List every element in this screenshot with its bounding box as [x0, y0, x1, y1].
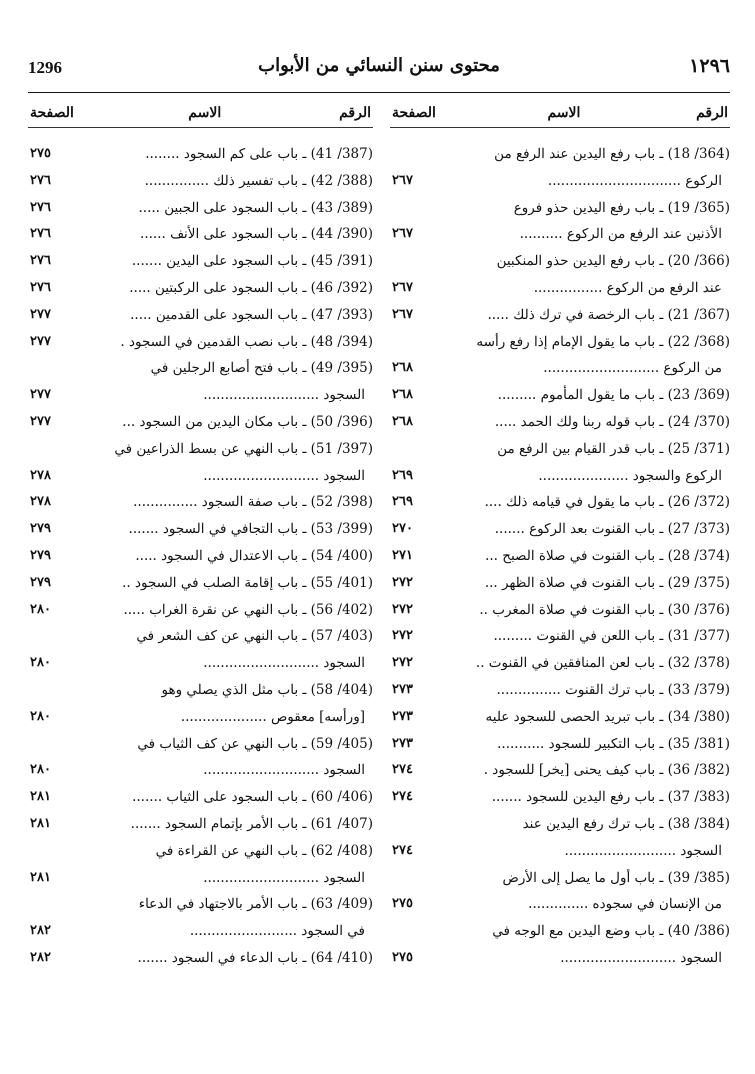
entry-title: (401/ 55) ـ باب إقامة الصلب في السجود ..: [122, 574, 373, 591]
index-entry: [390, 491, 730, 518]
index-entry: [390, 545, 730, 572]
entry-title: الركوع ...............................: [547, 172, 722, 189]
index-entry: [390, 518, 730, 545]
index-entry: [28, 277, 373, 304]
index-entry: [390, 223, 730, 250]
entry-title: (386/ 40) ـ باب وضع اليدين مع الوجه في: [492, 923, 730, 940]
entry-page-number: ٢٨٠: [30, 708, 51, 724]
entry-page-number: ٢٧٥: [30, 146, 51, 161]
entry-page-number: ٢٧٠: [392, 521, 413, 537]
index-entry: [28, 491, 373, 518]
index-entry: [28, 572, 373, 599]
index-entry: [390, 786, 730, 813]
index-entry: [390, 733, 730, 760]
entry-title: (394/ 48) ـ باب نصب القدمين في السجود .: [120, 333, 373, 350]
entry-page-number: ٢٨٢: [30, 923, 51, 939]
entry-page-number: ٢٧٢: [392, 655, 413, 671]
entry-title: (375/ 29) ـ باب القنوت في صلاة الظهر ...: [484, 574, 730, 591]
column-header: [390, 97, 730, 128]
index-entry: [28, 411, 373, 438]
right-column: [390, 97, 730, 974]
entry-title: (370/ 24) ـ باب قوله ربنا ولك الحمد .....: [494, 413, 730, 430]
entry-title: (371/ 25) ـ باب قدر القيام بين الرفع من: [497, 440, 730, 457]
index-entry: [28, 759, 373, 786]
entry-title: (374/ 28) ـ باب القنوت في صلاة الصبح ...: [485, 547, 730, 564]
header-page: الصفحة: [30, 105, 74, 121]
entry-title: (390/ 44) ـ باب السجود على الأنف ......: [140, 226, 373, 243]
entry-title: السجود ...........................: [203, 655, 365, 672]
index-entry: [390, 679, 730, 706]
entry-title: (379/ 33) ـ باب ترك القنوت ...............: [496, 681, 730, 698]
entry-page-number: ٢٧٦: [30, 226, 51, 242]
index-entry: [28, 679, 373, 706]
entry-title: (402/ 56) ـ باب النهي عن نقرة الغراب .....: [123, 601, 373, 618]
page-number-arabic: ١٢٩٦: [689, 55, 730, 77]
index-entry: [390, 357, 730, 384]
entry-title: (393/ 47) ـ باب السجود على القدمين .....: [130, 306, 373, 323]
entry-page-number: ٢٦٧: [392, 306, 413, 322]
column-header: [28, 97, 373, 128]
entry-title: (381/ 35) ـ باب التكبير للسجود ...........: [497, 735, 730, 752]
entry-page-number: ٢٧٥: [392, 896, 413, 912]
index-entry: [28, 893, 373, 920]
entry-page-number: ٢٦٧: [392, 172, 413, 188]
entry-title: (369/ 23) ـ باب ما يقول المأموم .........: [497, 387, 730, 404]
index-entry: [28, 867, 373, 894]
entry-page-number: ٢٧٣: [392, 708, 413, 724]
entry-page-number: ٢٧٧: [30, 413, 51, 429]
header-number: الرقم: [696, 105, 728, 121]
entry-page-number: ٢٨١: [30, 815, 51, 831]
entry-title: من الإنسان في سجوده ..............: [528, 896, 722, 913]
index-entry: [390, 599, 730, 626]
entry-title: (397/ 51) ـ باب النهي عن بسط الذراعين في: [114, 440, 373, 457]
index-entry: [390, 465, 730, 492]
entry-title: (383/ 37) ـ باب رفع اليدين للسجود .......: [491, 789, 730, 806]
entry-page-number: ٢٧٩: [30, 574, 51, 590]
entry-page-number: ٢٦٧: [392, 279, 413, 295]
entry-title: (392/ 46) ـ باب السجود على الركبتين .....: [129, 279, 373, 296]
index-entry: [28, 840, 373, 867]
index-entry: [28, 652, 373, 679]
entry-page-number: ٢٦٧: [392, 226, 413, 242]
entry-page-number: ٢٧٦: [30, 172, 51, 188]
entry-page-number: ٢٧٨: [30, 494, 51, 510]
header-name: الاسم: [188, 105, 222, 121]
entry-page-number: ٢٧٧: [30, 333, 51, 349]
entry-page-number: ٢٦٩: [392, 494, 413, 510]
left-column: [28, 97, 373, 974]
index-entry: [28, 786, 373, 813]
entry-title: (405/ 59) ـ باب النهي عن كف الثياب في: [137, 735, 373, 752]
entry-title: (377/ 31) ـ باب اللعن في القنوت .........: [493, 628, 730, 645]
entry-page-number: ٢٧٤: [392, 842, 413, 858]
entry-page-number: ٢٦٨: [392, 360, 413, 376]
entry-title: (367/ 21) ـ باب الرخصة في ترك ذلك .....: [487, 306, 730, 323]
page-header: [28, 55, 730, 85]
entry-page-number: ٢٧٢: [392, 601, 413, 617]
index-entry: [390, 625, 730, 652]
entry-title: (372/ 26) ـ باب ما يقول في قيامه ذلك ....: [484, 494, 730, 511]
entry-page-number: ٢٧٦: [30, 199, 51, 215]
index-entry: [390, 920, 730, 947]
entry-page-number: ٢٧٦: [30, 279, 51, 295]
index-entry: [390, 867, 730, 894]
entry-title: في السجود .........................: [189, 923, 365, 940]
index-entry: [28, 384, 373, 411]
entry-title: السجود ...........................: [560, 949, 722, 966]
entry-page-number: ٢٧٧: [30, 306, 51, 322]
entry-page-number: ٢٦٨: [392, 413, 413, 429]
entry-title: (385/ 39) ـ باب أول ما يصل إلى الأرض: [502, 869, 730, 886]
header-page: الصفحة: [392, 105, 436, 121]
entry-page-number: ٢٨٠: [30, 655, 51, 671]
index-entry: [28, 813, 373, 840]
index-entry: [28, 625, 373, 652]
entry-title: (376/ 30) ـ باب القنوت في صلاة المغرب ..: [479, 601, 730, 618]
entry-title: (407/ 61) ـ باب الأمر بإتمام السجود .......: [130, 815, 373, 832]
entry-title: الركوع والسجود .....................: [538, 467, 722, 484]
entry-page-number: ٢٧٣: [392, 681, 413, 697]
entry-title: السجود ...........................: [203, 869, 365, 886]
index-entry: [28, 920, 373, 947]
entry-page-number: ٢٧٤: [392, 762, 413, 778]
index-entry: [28, 357, 373, 384]
entry-page-number: ٢٨١: [30, 789, 51, 805]
index-entry: [28, 223, 373, 250]
entry-title: (365/ 19) ـ باب رفع اليدين حذو فروع: [513, 199, 730, 216]
index-entry: [390, 304, 730, 331]
entry-title: (378/ 32) ـ باب لعن المنافقين في القنوت ..: [475, 655, 730, 672]
index-entry: [28, 331, 373, 358]
entry-page-number: ٢٨٠: [30, 762, 51, 778]
index-entry: [390, 411, 730, 438]
entry-title: (400/ 54) ـ باب الاعتدال في السجود .....: [135, 547, 373, 564]
entry-title: [ورأسه] معقوص ....................: [180, 708, 365, 725]
index-entry: [390, 947, 730, 974]
entry-page-number: ٢٨٢: [30, 949, 51, 965]
entry-title: (399/ 53) ـ باب التجافي في السجود .......: [128, 521, 373, 538]
entry-title: (403/ 57) ـ باب النهي عن كف الشعر في: [136, 628, 373, 645]
index-entry: [390, 143, 730, 170]
index-entry: [390, 250, 730, 277]
page-title: محتوى سنن النسائي من الأبواب: [258, 55, 500, 76]
entry-title: (408/ 62) ـ باب النهي عن القراءة في: [155, 842, 373, 859]
entry-page-number: ٢٧٩: [30, 547, 51, 563]
index-entry: [28, 250, 373, 277]
index-entry: [390, 759, 730, 786]
entry-title: (389/ 43) ـ باب السجود على الجبين .....: [138, 199, 373, 216]
header-number: الرقم: [339, 105, 371, 121]
entry-title: (380/ 34) ـ باب تبريد الحصى للسجود عليه: [485, 708, 730, 725]
index-entry: [390, 384, 730, 411]
entry-page-number: ٢٧٧: [30, 387, 51, 403]
entry-page-number: ٢٨١: [30, 869, 51, 885]
entry-title: (387/ 41) ـ باب على كم السجود ........: [145, 146, 373, 162]
index-entry: [390, 652, 730, 679]
index-entry: [28, 947, 373, 974]
index-entry: [28, 438, 373, 465]
header-rule: [28, 92, 730, 93]
entry-page-number: ٢٧٥: [392, 949, 413, 965]
entry-page-number: ٢٧٨: [30, 467, 51, 483]
index-entry: [390, 893, 730, 920]
entry-title: من الركوع ...........................: [543, 360, 722, 377]
header-name: الاسم: [547, 105, 581, 121]
entry-page-number: ٢٧٦: [30, 253, 51, 269]
entry-title: عند الرفع من الركوع ................: [533, 279, 722, 296]
entry-title: السجود ...........................: [203, 387, 365, 404]
entry-list: [28, 143, 373, 974]
entry-title: (373/ 27) ـ باب القنوت بعد الركوع .......: [494, 521, 730, 538]
index-entry: [28, 706, 373, 733]
index-entry: [28, 304, 373, 331]
index-entry: [28, 170, 373, 197]
entry-list: [390, 143, 730, 974]
index-entry: [390, 572, 730, 599]
entry-title: (364/ 18) ـ باب رفع اليدين عند الرفع من: [494, 146, 730, 162]
entry-title: السجود ...........................: [203, 762, 365, 779]
index-entry: [28, 197, 373, 224]
index-entry: [390, 197, 730, 224]
entry-page-number: ٢٦٨: [392, 387, 413, 403]
entry-page-number: ٢٧٢: [392, 628, 413, 644]
entry-title: الأذنين عند الرفع من الركوع ..........: [519, 226, 722, 243]
index-entry: [28, 733, 373, 760]
index-entry: [28, 518, 373, 545]
index-entry: [28, 143, 373, 170]
index-entry: [390, 170, 730, 197]
entry-title: (366/ 20) ـ باب رفع اليدين حذو المنكبين: [496, 253, 730, 270]
entry-title: (409/ 63) ـ باب الأمر بالاجتهاد في الدعاء: [138, 896, 373, 913]
entry-title: (404/ 58) ـ باب مثل الذي يصلي وهو: [161, 681, 373, 698]
entry-title: السجود ..........................: [564, 842, 722, 859]
entry-title: (398/ 52) ـ باب صفة السجود ...............: [133, 494, 373, 511]
index-entry: [390, 706, 730, 733]
entry-title: (391/ 45) ـ باب السجود على اليدين .......: [131, 253, 373, 270]
entry-title: (384/ 38) ـ باب ترك رفع اليدين عند: [522, 815, 730, 832]
index-entry: [390, 438, 730, 465]
entry-title: (395/ 49) ـ باب فتح أصابع الرجلين في: [150, 360, 373, 377]
entry-title: (396/ 50) ـ باب مكان اليدين من السجود ...: [122, 413, 373, 430]
entry-title: (382/ 36) ـ باب كيف يحنى [يخر] للسجود .: [483, 762, 730, 779]
index-entry: [390, 331, 730, 358]
entry-page-number: ٢٦٩: [392, 467, 413, 483]
entry-page-number: ٢٧٣: [392, 735, 413, 751]
entry-page-number: ٢٧٩: [30, 521, 51, 537]
entry-page-number: ٢٧٤: [392, 789, 413, 805]
index-entry: [390, 813, 730, 840]
entry-title: (410/ 64) ـ باب الدعاء في السجود .......: [137, 949, 373, 966]
entry-title: (406/ 60) ـ باب السجود على الثياب .......: [132, 789, 373, 806]
index-entry: [390, 840, 730, 867]
index-entry: [390, 277, 730, 304]
entry-title: السجود ...........................: [203, 467, 365, 484]
page-number-latin: 1296: [28, 58, 62, 77]
index-entry: [28, 599, 373, 626]
index-entry: [28, 545, 373, 572]
index-entry: [28, 465, 373, 492]
entry-page-number: ٢٧١: [392, 547, 413, 563]
entry-title: (368/ 22) ـ باب ما يقول الإمام إذا رفع رأسه: [476, 333, 730, 350]
entry-page-number: ٢٧٢: [392, 574, 413, 590]
entry-title: (388/ 42) ـ باب تفسير ذلك ...............: [144, 172, 373, 189]
entry-page-number: ٢٨٠: [30, 601, 51, 617]
